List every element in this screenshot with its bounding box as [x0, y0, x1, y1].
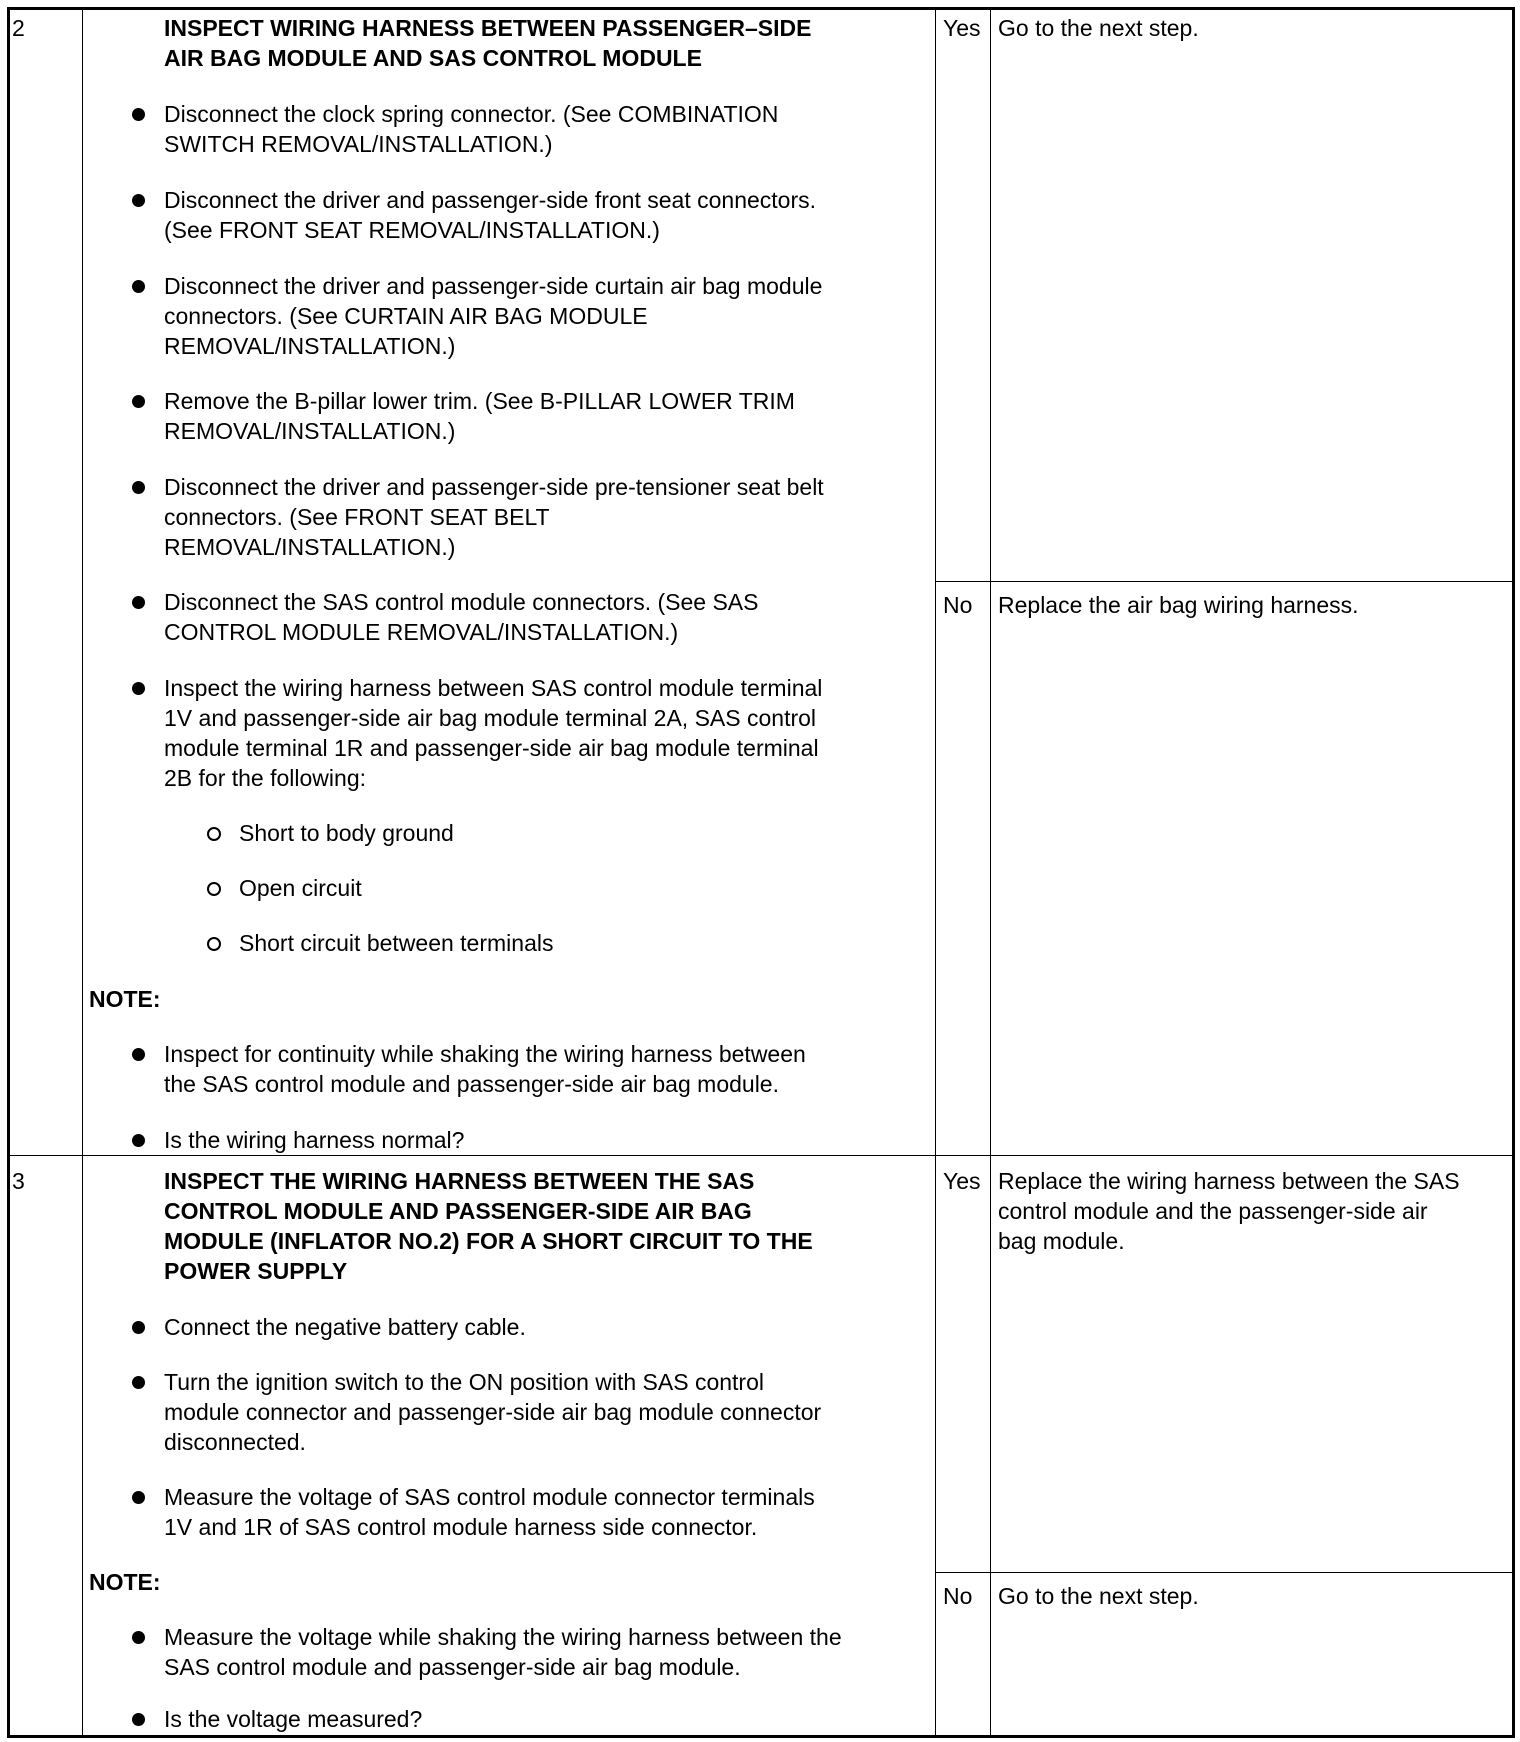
step-heading: POWER SUPPLY	[164, 1258, 348, 1284]
instruction-text: REMOVAL/INSTALLATION.)	[164, 333, 456, 359]
note-text: the SAS control module and passenger-side air bag module.	[164, 1071, 779, 1097]
no-action: Go to the next step.	[998, 1583, 1199, 1609]
step-heading: INSPECT THE WIRING HARNESS BETWEEN THE SAS	[164, 1168, 755, 1194]
instruction-text: Disconnect the clock spring connector. (See COMBINATION	[164, 101, 779, 127]
instruction-text: REMOVAL/INSTALLATION.)	[164, 534, 456, 560]
instruction-text: (See FRONT SEAT REMOVAL/INSTALLATION.)	[164, 217, 660, 243]
instruction-text: REMOVAL/INSTALLATION.)	[164, 418, 456, 444]
column-divider-procedure	[935, 7, 936, 1738]
instruction-text: 2B for the following:	[164, 765, 367, 791]
bullet-icon	[132, 194, 145, 207]
no-label: No	[943, 592, 973, 618]
instruction-text: 1V and passenger-side air bag module terminal 2A, SAS control	[164, 705, 817, 731]
row2-yes-no-divider	[935, 581, 1515, 582]
instruction-text: Inspect the wiring harness between SAS control module terminal	[164, 675, 823, 701]
row-divider	[7, 1155, 1515, 1156]
note-text: SAS control module and passenger-side air bag module.	[164, 1654, 741, 1680]
note-text: Measure the voltage while shaking the wiring harness between the	[164, 1624, 842, 1650]
column-divider-answer	[990, 7, 991, 1738]
instruction-text: connectors. (See FRONT SEAT BELT	[164, 504, 550, 530]
step-number: 3	[12, 1168, 25, 1194]
bullet-icon	[132, 1048, 145, 1061]
bullet-icon	[132, 280, 145, 293]
instruction-text: disconnected.	[164, 1429, 306, 1455]
bullet-icon	[132, 1321, 145, 1334]
bullet-icon	[132, 481, 145, 494]
instruction-text: CONTROL MODULE REMOVAL/INSTALLATION.)	[164, 619, 679, 645]
step-heading: INSPECT WIRING HARNESS BETWEEN PASSENGER–SIDE	[164, 15, 812, 41]
instruction-text: Turn the ignition switch to the ON position with SAS control	[164, 1369, 764, 1395]
table-border-top	[7, 7, 1515, 10]
sub-bullet-icon	[207, 882, 221, 896]
table-border-bottom	[7, 1735, 1515, 1738]
instruction-text: connectors. (See CURTAIN AIR BAG MODULE	[164, 303, 648, 329]
bullet-icon	[132, 108, 145, 121]
yes-label: Yes	[943, 15, 981, 41]
row3-yes-no-divider	[935, 1572, 1515, 1573]
instruction-text: module terminal 1R and passenger-side air bag module terminal	[164, 735, 819, 761]
instruction-text: SWITCH REMOVAL/INSTALLATION.)	[164, 131, 553, 157]
bullet-icon	[132, 1491, 145, 1504]
instruction-text: module connector and passenger-side air bag module connector	[164, 1399, 822, 1425]
instruction-text: Connect the negative battery cable.	[164, 1314, 526, 1340]
question-text: Is the wiring harness normal?	[164, 1127, 465, 1153]
bullet-icon	[132, 395, 145, 408]
bullet-icon	[132, 1713, 145, 1726]
step-number: 2	[12, 15, 25, 41]
no-action: Replace the air bag wiring harness.	[998, 592, 1359, 618]
note-text: Inspect for continuity while shaking the wiring harness between	[164, 1041, 806, 1067]
bullet-icon	[132, 1631, 145, 1644]
note-label: NOTE:	[89, 986, 161, 1012]
bullet-icon	[132, 596, 145, 609]
instruction-text: Measure the voltage of SAS control module connector terminals	[164, 1484, 815, 1510]
no-label: No	[943, 1583, 973, 1609]
bullet-icon	[132, 682, 145, 695]
sub-bullet-icon	[207, 937, 221, 951]
check-item: Short circuit between terminals	[239, 930, 554, 956]
bullet-icon	[132, 1376, 145, 1389]
yes-action: control module and the passenger-side air	[998, 1198, 1428, 1224]
table-border-left	[7, 7, 10, 1738]
yes-action: Go to the next step.	[998, 15, 1199, 41]
yes-action: Replace the wiring harness between the SAS	[998, 1168, 1460, 1194]
step-heading: CONTROL MODULE AND PASSENGER-SIDE AIR BAG	[164, 1198, 752, 1224]
check-item: Open circuit	[239, 875, 362, 901]
instruction-text: 1V and 1R of SAS control module harness side connector.	[164, 1514, 758, 1540]
step-heading: MODULE (INFLATOR NO.2) FOR A SHORT CIRCUIT TO THE	[164, 1228, 813, 1254]
yes-action: bag module.	[998, 1228, 1125, 1254]
table-border-right	[1512, 7, 1515, 1738]
instruction-text: Disconnect the driver and passenger-side curtain air bag module	[164, 273, 823, 299]
column-divider-step	[82, 7, 83, 1738]
instruction-text: Disconnect the driver and passenger-side pre-tensioner seat belt	[164, 474, 824, 500]
sub-bullet-icon	[207, 827, 221, 841]
yes-label: Yes	[943, 1168, 981, 1194]
step-heading: AIR BAG MODULE AND SAS CONTROL MODULE	[164, 45, 702, 71]
note-label: NOTE:	[89, 1569, 161, 1595]
instruction-text: Disconnect the driver and passenger-side front seat connectors.	[164, 187, 817, 213]
question-text: Is the voltage measured?	[164, 1706, 423, 1732]
instruction-text: Disconnect the SAS control module connectors. (See SAS	[164, 589, 759, 615]
check-item: Short to body ground	[239, 820, 454, 846]
instruction-text: Remove the B-pillar lower trim. (See B-PILLAR LOWER TRIM	[164, 388, 795, 414]
bullet-icon	[132, 1134, 145, 1147]
